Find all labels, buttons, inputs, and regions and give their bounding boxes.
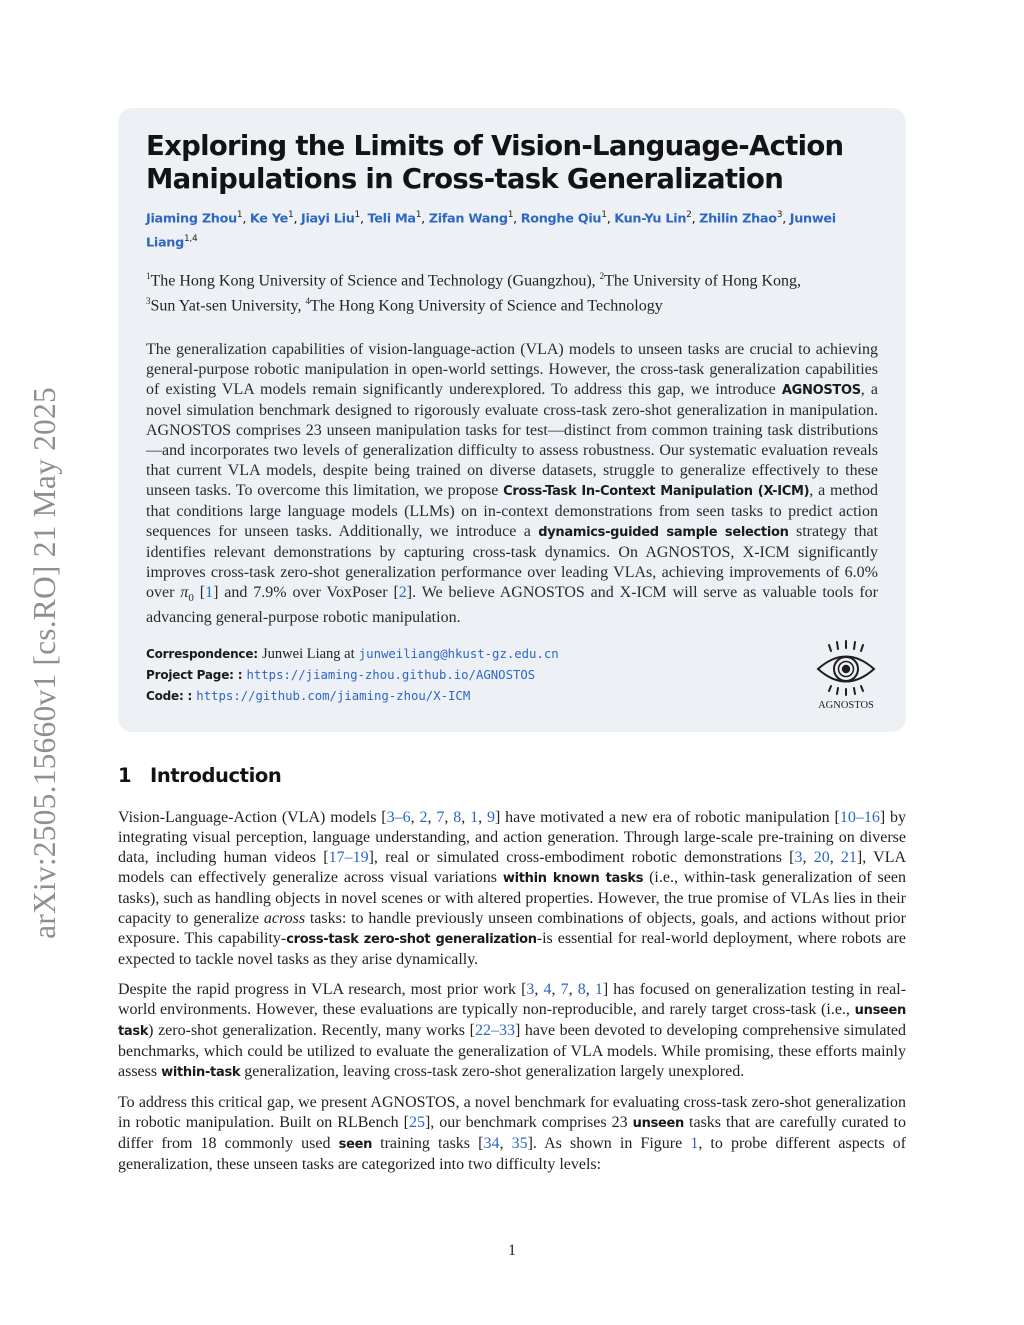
pi-symbol: π — [180, 584, 189, 602]
abstract-bold-agnostos: AGNOSTOS — [781, 383, 861, 399]
project-page-link[interactable]: https://jiaming-zhou.github.io/AGNOSTOS — [246, 668, 536, 682]
author-affiliation-marker: 1 — [601, 210, 607, 220]
paragraph-text: , — [478, 809, 487, 826]
paragraph-text: , — [499, 1135, 512, 1152]
aff-4: The Hong Kong University of Science and Technology — [309, 297, 663, 315]
author-name[interactable]: Junwei Liang — [146, 211, 836, 251]
logo-pupil — [842, 665, 850, 673]
pi-subscript: 0 — [188, 592, 194, 605]
paragraph-text: , — [461, 809, 471, 826]
logo-ray — [854, 642, 855, 649]
paragraph-text: , — [551, 981, 561, 998]
author-name[interactable]: Jiaming Zhou — [146, 211, 237, 227]
author-separator: , — [691, 211, 700, 227]
citation-link[interactable]: 22–33 — [474, 1022, 515, 1039]
citation-link[interactable]: 3 — [526, 981, 535, 998]
paragraph-text: -is essential for real-world deployment, where robots are expected to tackle novel tasks as they arise dynamically. — [118, 930, 907, 968]
introduction-body — [118, 808, 906, 1185]
citation-link[interactable]: 7 — [436, 809, 445, 826]
citation-link[interactable]: 3–6 — [386, 809, 411, 826]
emphasis-bold: unseen task — [118, 1003, 906, 1039]
citation-link[interactable]: 2 — [398, 584, 407, 602]
paragraph-text: ] has focused on generalization testing in real-world environments. However, these evaluations are typically non-reproducible, and rarely target cross-task (i.e., — [118, 981, 907, 1018]
title-line-2: Manipulations in Cross-task Generalization — [146, 163, 784, 195]
paragraph-text: ) zero-shot generalization. Recently, many works [ — [148, 1022, 475, 1039]
logo-ray — [837, 642, 838, 649]
intro-paragraph-3 — [118, 1093, 906, 1175]
logo-text: AGNOSTOS — [818, 700, 874, 710]
paragraph-text: ] by integrating visual perception, language understanding, and action generation. Through large-scale pre-training on diverse data, including human videos [ — [118, 809, 907, 866]
paragraph-text: ]. As shown in Figure — [527, 1135, 691, 1152]
emphasis-italic: across — [263, 910, 306, 927]
citation-link[interactable]: 1 — [470, 809, 479, 826]
paragraph-text: , to probe different aspects of generalization, these unseen tasks are categorized into two difficulty levels: — [118, 1135, 907, 1173]
aff-4-marker: 4 — [305, 295, 310, 306]
author-separator: , — [421, 211, 429, 227]
logo-ray — [861, 686, 863, 691]
citation-link[interactable]: 21 — [840, 849, 857, 866]
paragraph-text: ] have been devoted to developing comprehensive simulated benchmarks, which could be utilized to evaluate the generalization of VLA models. While promising, these efforts mainly assess — [118, 1022, 907, 1080]
author-separator: , — [242, 211, 250, 227]
paragraph-text: ] have motivated a new era of robotic manipulation [ — [494, 809, 840, 826]
citation-link[interactable]: 20 — [813, 849, 830, 866]
paragraph-text: ], VLA models can effectively generalize across visual variations — [118, 849, 907, 886]
code-row — [146, 686, 706, 707]
paragraph-text: , — [585, 981, 595, 998]
correspondence-name: Junwei Liang at — [262, 646, 355, 662]
intro-paragraph-2 — [118, 980, 906, 1083]
paragraph-text: tasks: to handle previously unseen combinations of objects, goals, and actions without prior exposure. This capability- — [118, 910, 907, 947]
author-separator: , — [359, 211, 368, 227]
paragraph-text: , — [802, 849, 814, 866]
paragraph-text: , — [568, 981, 578, 998]
citation-link[interactable]: 1 — [690, 1135, 699, 1152]
paragraph-text: training tasks [ — [372, 1135, 484, 1152]
author-name[interactable]: Zifan Wang — [428, 211, 508, 227]
emphasis-bold: seen — [338, 1137, 373, 1152]
abstract-text: ] and 7.9% over VoxPoser [ — [213, 584, 399, 602]
paragraph-text: , — [534, 981, 544, 998]
aff-2-marker: 2 — [599, 270, 605, 281]
citation-link[interactable]: 2 — [419, 809, 428, 826]
author-separator: , — [606, 211, 615, 227]
author-separator: , — [513, 211, 521, 227]
paragraph-text: generalization, leaving cross-task zero-shot generalization largely unexplored. — [240, 1063, 745, 1080]
aff-2: The University of Hong Kong, — [604, 271, 801, 289]
intro-paragraph-1 — [118, 808, 906, 970]
affiliations — [146, 266, 878, 317]
citation-link[interactable]: 34 — [483, 1135, 500, 1152]
aff-1: The Hong Kong University of Science and Technology (Guangzhou), — [150, 271, 600, 289]
project-page-row — [146, 665, 706, 686]
paragraph-text: , — [444, 809, 454, 826]
citation-link[interactable]: 1 — [205, 584, 214, 602]
emphasis-bold: cross-task zero-shot generalization — [286, 932, 537, 947]
abstract-bold-dynamics: dynamics-guided sample selection — [538, 525, 789, 541]
code-label: Code: : — [146, 689, 193, 703]
title-line-1: Exploring the Limits of Vision-Language-Action — [146, 130, 844, 162]
page-number: 1 — [508, 1242, 516, 1259]
paragraph-text: ], our benchmark comprises 23 — [424, 1114, 633, 1131]
abstract-text: , a novel simulation benchmark designed to rigorously evaluate cross-task zero-shot generalization in manipulation. AGNOSTOS comprises 23 unseen manipulation tasks for test—distinct from common training task distributions—and incorporates two levels of generalization difficulty to assess robustness. Our systematic evaluation reveals that current VLA models, despite being trained on diverse datasets, struggle to generalize effectively to these unseen tasks. To overcome this limitation, we propose — [146, 381, 878, 500]
author-affiliation-marker: 2 — [686, 210, 692, 220]
paragraph-text: , — [427, 809, 437, 826]
abstract-bold-xicm: Cross-Task In-Context Manipulation (X-ICM) — [503, 484, 810, 500]
correspondence-row — [146, 644, 706, 665]
author-separator: , — [782, 211, 790, 227]
emphasis-bold: within known tasks — [502, 871, 644, 886]
citation-link[interactable]: 4 — [543, 981, 552, 998]
paragraph-text: (i.e., within-task generalization of seen tasks), such as handling objects in novel scenes or with altered properties. However, the true promise of VLAs lies in their capacity to generalize — [118, 869, 906, 927]
section-heading-introduction — [118, 764, 281, 787]
paragraph-text: Vision-Language-Action (VLA) models [ — [118, 809, 387, 826]
author-name[interactable]: Jiayi Liu — [301, 211, 355, 227]
author-name[interactable]: Teli Ma — [367, 211, 416, 227]
logo-ray — [861, 645, 863, 651]
correspondence-label: Correspondence: — [146, 647, 258, 661]
citation-link[interactable]: 8 — [453, 809, 462, 826]
arxiv-identifier — [8, 368, 82, 958]
section-title: Introduction — [150, 764, 282, 787]
abstract — [146, 340, 878, 628]
citation-link[interactable]: 25 — [408, 1114, 425, 1131]
logo-ray — [837, 688, 838, 694]
author-name[interactable]: Ronghe Qiu — [520, 211, 602, 227]
author-list — [146, 205, 878, 254]
author-separator: , — [293, 211, 301, 227]
abstract-text: The generalization capabilities of vision-language-action (VLA) models to unseen tasks are crucial to achieving general-purpose robotic manipulation in open-world settings. However, the cross-task generalization capabilities of existing VLA models remain significantly underexplored. To address this gap, we introduce — [146, 341, 878, 399]
section-number: 1 — [118, 764, 132, 787]
citation-link[interactable]: 9 — [486, 809, 495, 826]
logo-ray — [854, 688, 855, 694]
author-name[interactable]: Ke Ye — [249, 211, 289, 227]
paper-header-box — [118, 108, 906, 732]
paragraph-text: To address this critical gap, we present AGNOSTOS, a novel benchmark for evaluating cross-task zero-shot generalization in robotic manipulation. Built on RLBench [ — [118, 1094, 906, 1131]
citation-link[interactable]: 10–16 — [839, 809, 880, 826]
author-affiliation-marker: 1 — [415, 210, 422, 220]
paragraph-text: Despite the rapid progress in VLA research, most prior work [ — [118, 981, 527, 998]
abstract-text: [ — [193, 584, 206, 602]
arxiv-id-text: arXiv:2505.15660v1 [cs.RO] 21 May 2025 — [27, 387, 63, 939]
abstract-text: , a method that conditions large language models (LLMs) on in-context demonstrations from seen tasks to predict action sequences for unseen tasks. Additionally, we introduce a — [146, 482, 879, 541]
author-affiliation-marker: 1 — [288, 210, 294, 220]
abstract-text: ]. We believe AGNOSTOS and X-ICM will serve as valuable tools for advancing general-purpose robotic manipulation. — [146, 584, 879, 627]
citation-link[interactable]: 8 — [577, 981, 586, 998]
citation-link[interactable]: 1 — [594, 981, 603, 998]
paragraph-text: ], real or simulated cross-embodiment robotic demonstrations [ — [368, 849, 795, 866]
abstract-text: strategy that identifies relevant demonstrations by capturing cross-task dynamics. On AGNOSTOS, X-ICM significantly improves cross-task zero-shot generalization performance over leading VLAs, achieving improvements of 6.0% over — [146, 523, 878, 602]
author-affiliation-marker: 1,4 — [183, 234, 198, 245]
logo-ray — [829, 645, 831, 651]
author-affiliation-marker: 1 — [236, 210, 243, 220]
paper-title — [146, 130, 878, 196]
citation-link[interactable]: 7 — [560, 981, 569, 998]
author-name[interactable]: Kun-Yu Lin — [614, 211, 687, 227]
paragraph-text: tasks that are carefully curated to differ from 18 commonly used — [118, 1114, 906, 1152]
paper-meta — [146, 644, 706, 707]
agnostos-logo — [810, 638, 882, 710]
code-link[interactable]: https://github.com/jiaming-zhou/X-ICM — [196, 689, 471, 703]
author-name[interactable]: Zhilin Zhao — [699, 211, 777, 227]
paragraph-text: , — [410, 809, 420, 826]
logo-ray — [829, 686, 831, 691]
aff-3-marker: 3 — [146, 295, 151, 306]
author-affiliation-marker: 3 — [776, 210, 783, 220]
paragraph-text: , — [829, 849, 841, 866]
email-link[interactable]: junweiliang@hkust-gz.edu.cn — [358, 647, 559, 661]
author-affiliation-marker: 1 — [354, 210, 360, 220]
citation-link[interactable]: 35 — [511, 1135, 528, 1152]
emphasis-bold: unseen — [632, 1116, 684, 1131]
aff-3: Sun Yat-sen University, — [150, 297, 306, 315]
author-affiliation-marker: 1 — [507, 210, 514, 220]
project-page-label: Project Page: : — [146, 668, 243, 682]
citation-link[interactable]: 3 — [794, 849, 803, 866]
emphasis-bold: within-task — [161, 1065, 241, 1080]
citation-link[interactable]: 17–19 — [328, 849, 369, 866]
aff-1-marker: 1 — [146, 270, 151, 281]
